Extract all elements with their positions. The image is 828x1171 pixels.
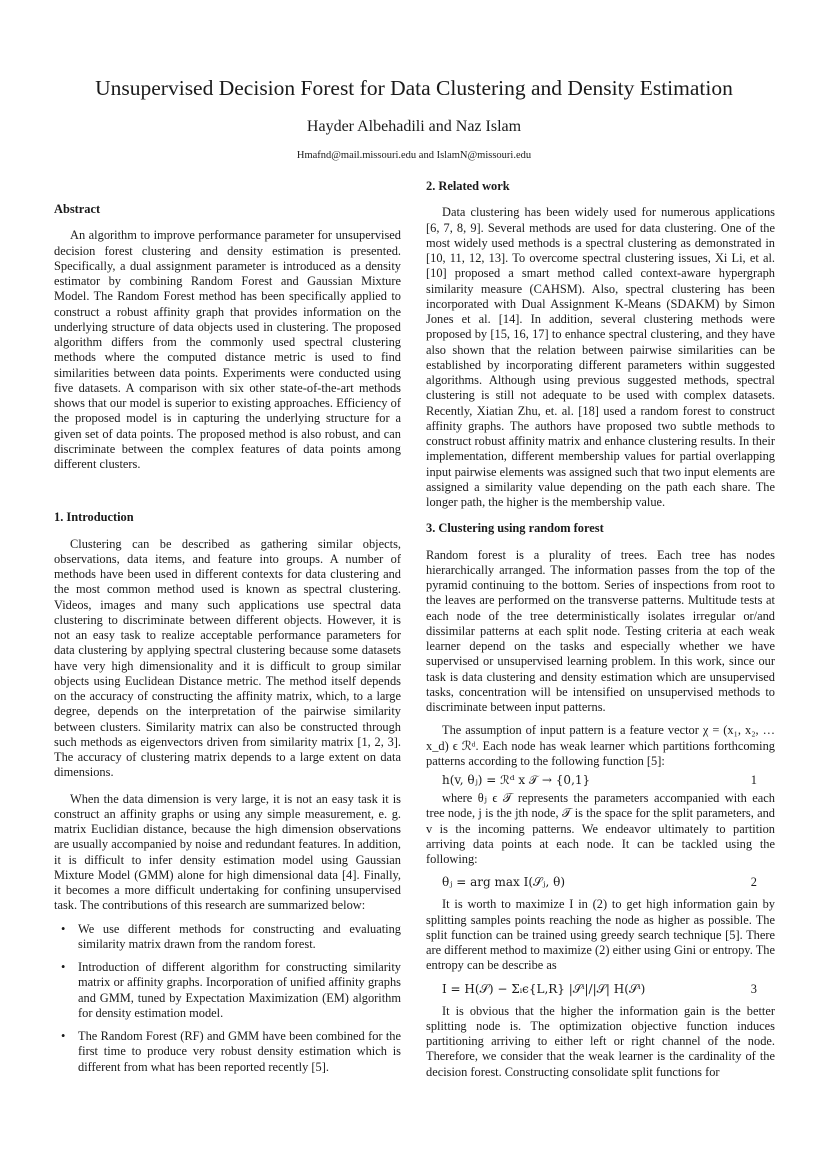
contribution-item: • We use different methods for constructing and evaluating similarity matrix drawn from the random forest. xyxy=(54,922,401,953)
equation-2-body: θⱼ = arg max I(𝒮ⱼ, θ) xyxy=(442,875,565,890)
introduction-paragraph-1: Clustering can be described as gathering similar objects, observations, data items, and feature into groups. A number of methods have been used in different contexts for data clustering and the most common method used is known as spectral clustering. Videos, images and many such applications use spectral data clustering to discriminate between different objects. However, it is not an easy task to realize acceptable performance parameters for data clustering by applying spectral clustering because some datasets have very high dimensionality and it is difficult to group similar objects using Euclidean Distance metric. The method itself depends on the accuracy of constructing the affinity matrix, which, to a large degree, depends on the interpretation of the pairwise similarity between clusters. Similarity matrix can also be constructed through such methods as eigenvectors driven from similarity matrix [1, 2, 3]. The accuracy of clustering matrix depends to a large extent on data dimensions. xyxy=(54,536,401,780)
related-work-text: Data clustering has been widely used for numerous applications [6, 7, 8, 9]. Several methods are used for data clustering. One of the most widely used methods is a spectral clustering as demonstrated in [10, 11, 12, 13]. To overcome spectral clustering issues, Xi Li, et al. [10] proposed a smart method called context-aware hypergraph similarity measure (CAHSM). Also, spectral clustering has been incorporated with Dual Assignment K-Means (SDAKM) by Simon Jones et al. [14]. In addition, several clustering methods were proposed by [15, 16, 17] to enhance spectral clustering, and they have also shown that the relation between pairwise similarities can be established by incorporating different parameters within suggested algorithms. Although using previous suggested methods, spectral clustering is still not adequate to be used with complex datasets. Recently, Xiatian Zhu, et. al. [18] used a random forest to construct affinity graphs. The authors have proposed two subtle methods to construct robust affinity matrix and enhance clustering results. In their implementation, different membership values for partial overlapping input pairwise elements was assigned such that two input elements are assigned a similarity value depending on the path each share. The longer path, the higher is the membership value. xyxy=(426,205,775,509)
contributions-list xyxy=(54,922,401,1075)
clustering-paragraph-1: Random forest is a plurality of trees. Each tree has nodes hierarchically arranged. The information passes from the top of the pyramid continuing to the bottom. Series of inspections from root to the leaves are performed on the transverse patterns. Multitude tests at each node of the tree deterministically isolates irregular or/and dissimilar patterns at each split node. Testing criteria at each weak learner depend on the tasks and especially whether we have supervised or unsupervised learning problem. In this work, since our task is data clustering and density estimation which are unsupervised tasks, concentration will be intensified on unsupervised methods to discriminate between input patterns. xyxy=(426,547,775,714)
related-work-heading: 2. Related work xyxy=(426,179,510,193)
equation-3 xyxy=(426,974,775,1004)
clustering-paragraph-3: where θⱼ ϵ 𝒯 represents the parameters accompanied with each tree node, j is the jth node, 𝒯 is the space for the split parameters, and v is the incoming patterns. We endeavor ultimately to partition arriving data points at each node. It can be tackled using the following: xyxy=(426,791,775,866)
clustering-paragraph-4: It is worth to maximize I in (2) to get high information gain by splitting samples points reaching the node as higher as possible. The split function can be trained using greedy search technique [5]. There are different method to maximize (2) either using Gini or entropy. The entropy can be describe as xyxy=(426,897,775,973)
equation-1 xyxy=(426,769,775,791)
contribution-item: • Introduction of different algorithm for constructing similarity matrix or affinity graphs. Incorporation of unified affinity graphs and GMM, tuned by Expectation Maximization (EM) algorithm for density estimation model. xyxy=(54,960,401,1021)
equation-1-body: h(v, θⱼ) = ℛᵈ x 𝒯 → {0,1} xyxy=(442,773,591,787)
left-column xyxy=(54,202,401,1083)
equation-2-number: 2 xyxy=(750,875,757,890)
equation-3-number: 3 xyxy=(750,981,757,996)
right-column xyxy=(426,179,775,1080)
introduction-paragraph-2: When the data dimension is very large, it is not an easy task it is construct an affinity graphs or using any simple measurement, e. g. matrix Euclidian distance, because the high dimension observations are usually accompanied by noise and redundant features. In addition, it is difficult to infer density estimation model using Gaussian Mixture Model (GMM) alone for high dimensional data [4]. Finally, it becomes a more difficult undertaking for confining unsupervised task. The contributions of this research are summarized below: xyxy=(54,791,401,913)
equation-2 xyxy=(426,867,775,897)
abstract-heading: Abstract xyxy=(54,202,101,216)
paper-authors: Hayder Albehadili and Naz Islam xyxy=(306,118,522,135)
abstract-text: An algorithm to improve performance parameter for unsupervised decision forest clustering and density estimation is presented. Specifically, a dual assignment parameter is introduced as a density estimator by combining Random Forest and Gaussian Mixture Model. The Random Forest method has been specifically applied to construct a robust affinity graph that provides information on the underlying structure of data objects used in clustering. The proposed algorithm differs from the commonly used spectral clustering methods where the computed distance metric is used to find similarities between data points. Experiments were conducted using five datasets. A comparison with six other state-of-the-art methods shows that our model is superior to existing approaches. Efficiency of the proposed model is in capturing the underlying structure for a given set of data points. The proposed method is also robust, and can discriminate between the complex features of data points among different clusters. xyxy=(54,228,401,471)
contribution-item: • The Random Forest (RF) and GMM have been combined for the first time to produce very robust density estimation which is different from what has been reported recently [5]. xyxy=(54,1029,401,1075)
equation-3-body: I = H(𝒮) − Σᵢϵ{L,R} |𝒮ⁱ|/|𝒮| H(𝒮ⁱ) xyxy=(442,981,646,996)
paper-title: Unsupervised Decision Forest for Data Clustering and Density Estimation xyxy=(95,76,733,100)
clustering-paragraph-5: It is obvious that the higher the information gain is the better splitting node is. The optimization objective function induces partitioning arriving to either left or right channel of the node. Therefore, we consider that the weak learner is the cardinality of the decision forest. Constructing consolidate split functions for xyxy=(426,1003,775,1079)
clustering-heading: 3. Clustering using random forest xyxy=(426,521,604,536)
introduction-heading: 1. Introduction xyxy=(54,510,134,525)
equation-1-number: 1 xyxy=(750,773,757,787)
clustering-paragraph-2: The assumption of input pattern is a feature vector χ = (x₁, x₂, … x_d) ϵ ℛᵈ. Each node has weak learner which partitions forthcoming patterns according to the following function [5]: xyxy=(426,723,775,768)
author-emails: Hmafnd@mail.missouri.edu and IslamN@missouri.edu xyxy=(296,150,532,161)
